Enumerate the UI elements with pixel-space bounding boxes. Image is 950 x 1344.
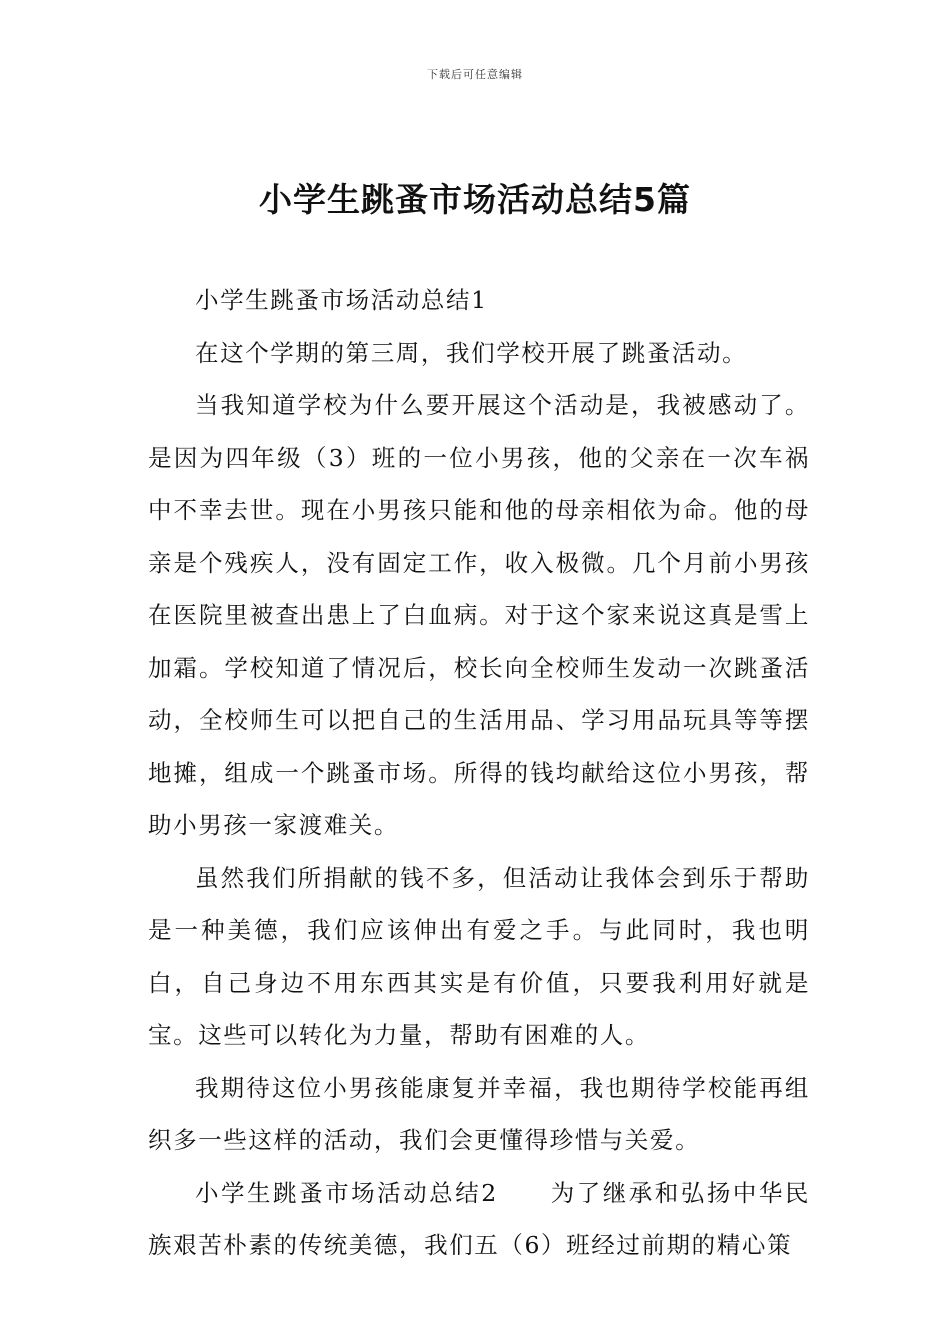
- paragraph: 在这个学期的第三周，我们学校开展了跳蚤活动。: [195, 338, 748, 367]
- paragraph: 我期待这位小男孩能康复并幸福，我也期待学校能再组织多一些这样的活动，我们会更懂得珍惜与关爱。: [148, 1073, 810, 1154]
- paragraph: 小学生跳蚤市场活动总结2 为了继承和弘扬中华民族艰苦朴素的传统美德，我们五（6）班经过前期的精心策: [148, 1178, 810, 1259]
- paragraph: 当我知道学校为什么要开展这个活动是，我被感动了。是因为四年级（3）班的一位小男孩，他的父亲在一次车祸中不幸去世。现在小男孩只能和他的母亲相依为命。他的母亲是个残疾人，没有固定工作，收入极微。几个月前小男孩在医院里被查出患上了白血病。对于这个家来说这真是雪上加霜。学校知道了情况后，校长向全校师生发动一次跳蚤活动，全校师生可以把自己的生活用品、学习用品玩具等等摆地摊，组成一个跳蚤市场。所得的钱均献给这位小男孩，帮助小男孩一家渡难关。: [148, 391, 810, 839]
- header-note: 下载后可任意编辑: [427, 68, 523, 81]
- document-title: 小学生跳蚤市场活动总结5篇: [259, 180, 691, 219]
- section-heading-1: 小学生跳蚤市场活动总结1: [195, 286, 488, 314]
- paragraph: 虽然我们所捐献的钱不多，但活动让我体会到乐于帮助是一种美德，我们应该伸出有爱之手。与此同时，我也明白，自己身边不用东西其实是有价值，只要我利用好就是宝。这些可以转化为力量，帮助有困难的人。: [148, 863, 810, 1049]
- document-body: [148, 274, 810, 1272]
